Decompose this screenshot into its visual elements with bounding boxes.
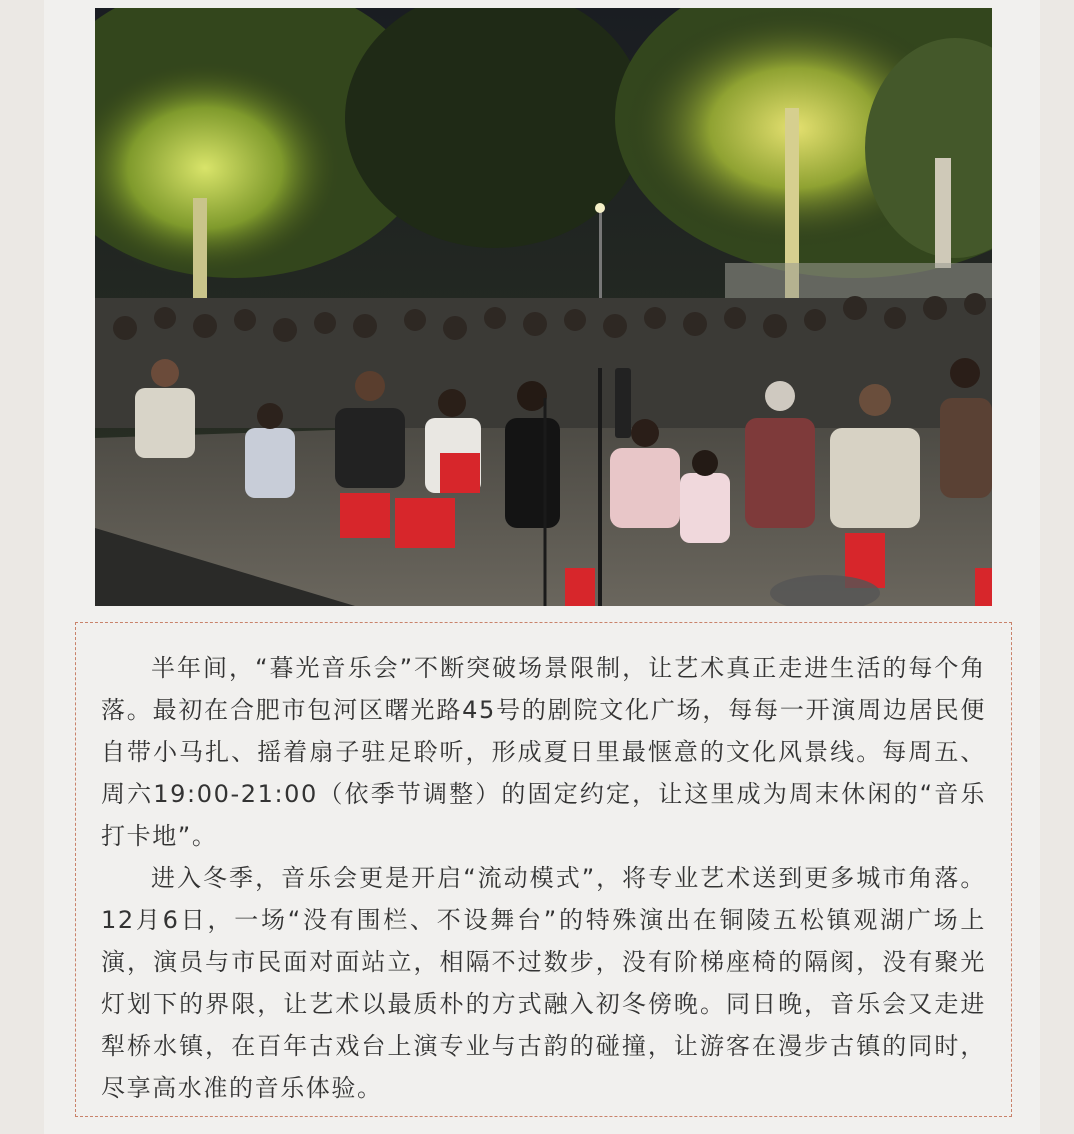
paragraph: 半年间，“暮光音乐会”不断突破场景限制，让艺术真正走进生活的每个角落。最初在合肥市包河区曙光路45号的剧院文化广场，每每一开演周边居民便自带小马扎、摇着扇子驻足聆听，形成夏日里最惬意的文化风景线。每周五、周六19:00-21:00（依季节调整）的固定约定，让这里成为周末休闲的“音乐打卡地”。 bbox=[101, 654, 986, 850]
paragraph: 进入冬季，音乐会更是开启“流动模式”，将专业艺术送到更多城市角落。12月6日，一场“没有围栏、不设舞台”的特殊演出在铜陵五松镇观湖广场上演，演员与市民面对面站立，相隔不过数步，没有阶梯座椅的隔阂，没有聚光灯划下的界限，让艺术以最质朴的方式融入初冬傍晚。同日晚，音乐会又走进犁桥水镇，在百年古戏台上演专业与古韵的碰撞，让游客在漫步古镇的同时，尽享高水准的音乐体验。 bbox=[101, 864, 986, 1102]
article-page bbox=[44, 0, 1040, 1134]
concert-photo bbox=[95, 8, 992, 606]
article-text-box bbox=[75, 622, 1012, 1117]
photo-illustration bbox=[95, 8, 992, 606]
